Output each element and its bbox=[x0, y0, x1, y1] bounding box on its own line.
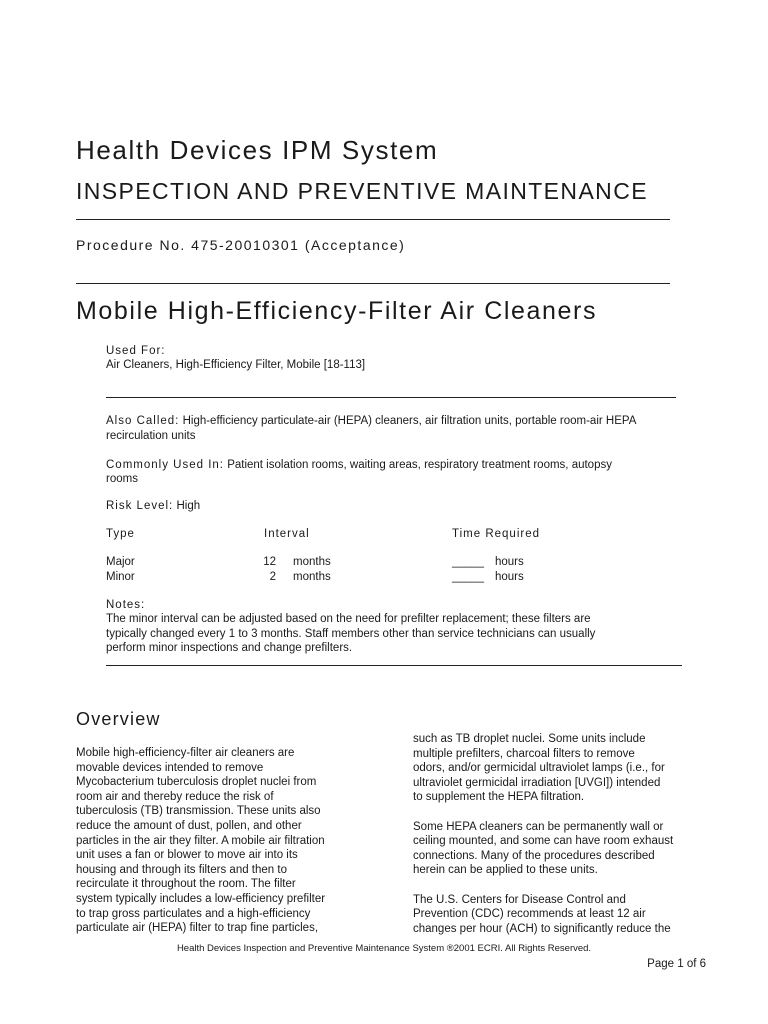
text-line: multiple prefilters, charcoal filters to remove bbox=[413, 747, 635, 760]
row-major-time-blank: _____ bbox=[452, 556, 484, 568]
text-line: unit uses a fan or blower to move air into its bbox=[76, 849, 298, 862]
paragraph bbox=[413, 820, 709, 878]
divider bbox=[76, 283, 670, 284]
text-line: Mobile high-efficiency-filter air cleaners are bbox=[76, 747, 295, 759]
text-line: room air and thereby reduce the risk of bbox=[76, 790, 274, 803]
text-line: recirculate it throughout the room. The filter bbox=[76, 878, 296, 891]
text-line: Some HEPA cleaners can be permanently wall or bbox=[413, 820, 664, 833]
paragraph bbox=[413, 893, 709, 937]
text-line: changes per hour (ACH) to significantly reduce the bbox=[413, 922, 671, 935]
commonly-used-in bbox=[106, 458, 612, 473]
text-line: system typically includes a low-efficiency prefilter bbox=[76, 892, 326, 905]
section-heading-overview: Overview bbox=[76, 709, 161, 729]
row-minor-interval-num: 2 bbox=[269, 571, 276, 583]
text-line: The U.S. Centers for Disease Control and bbox=[413, 893, 626, 906]
notes-line: perform minor inspections and change prefilters. bbox=[106, 642, 353, 654]
risk-level-label: Risk Level: bbox=[106, 500, 174, 512]
also-called-value-cont: recirculation units bbox=[106, 430, 196, 442]
also-called-label: Also Called: bbox=[106, 415, 180, 427]
text-line: movable devices intended to remove bbox=[76, 761, 264, 774]
divider bbox=[106, 397, 676, 398]
commonly-used-label: Commonly Used In: bbox=[106, 459, 224, 471]
row-minor-time-unit: hours bbox=[495, 571, 524, 583]
row-major-interval-unit: months bbox=[293, 556, 331, 568]
device-title: Mobile High-Efficiency-Filter Air Cleaners bbox=[76, 297, 598, 325]
page-number: Page 1 of 6 bbox=[647, 958, 706, 970]
col-header-time: Time Required bbox=[452, 528, 540, 540]
text-line: reduce the amount of dust, pollen, and other bbox=[76, 819, 302, 832]
text-line: ceiling mounted, and some can have room exhaust bbox=[413, 835, 674, 848]
text-line: herein can be applied to these units. bbox=[413, 864, 598, 877]
document-subtitle: INSPECTION AND PREVENTIVE MAINTENANCE bbox=[76, 178, 648, 204]
system-title: Health Devices IPM System bbox=[76, 135, 439, 165]
text-line: ultraviolet germicidal irradiation [UVGI]) intended bbox=[413, 776, 661, 789]
row-minor-type: Minor bbox=[106, 571, 135, 583]
text-line: particulate air (HEPA) filter to trap fine particles, bbox=[76, 922, 319, 935]
also-called-value: High-efficiency particulate-air (HEPA) cleaners, air filtration units, portable room-air HEPA bbox=[182, 415, 637, 427]
divider bbox=[106, 665, 682, 666]
also-called bbox=[106, 414, 636, 429]
row-minor-interval-unit: months bbox=[293, 571, 331, 583]
notes-line: The minor interval can be adjusted based on the need for prefilter replacement; these filters are bbox=[106, 613, 591, 625]
text-line: such as TB droplet nuclei. Some units include bbox=[413, 733, 646, 745]
commonly-used-value: Patient isolation rooms, waiting areas, respiratory treatment rooms, autopsy bbox=[227, 459, 612, 471]
notes-line: typically changed every 1 to 3 months. Staff members other than service technicians can usually bbox=[106, 628, 596, 640]
row-minor-time-blank: _____ bbox=[452, 571, 484, 583]
procedure-number: Procedure No. 475-20010301 (Acceptance) bbox=[76, 237, 406, 253]
text-line: Prevention (CDC) recommends at least 12 air bbox=[413, 908, 646, 921]
col-header-interval: Interval bbox=[264, 528, 310, 540]
notes-label: Notes: bbox=[106, 599, 146, 611]
text-line: odors, and/or germicidal ultraviolet lamps (i.e., for bbox=[413, 762, 665, 775]
used-for-value: Air Cleaners, High-Efficiency Filter, Mobile [18-113] bbox=[106, 359, 366, 371]
text-line: housing and through its filters and then to bbox=[76, 863, 287, 876]
risk-level-value: High bbox=[176, 500, 201, 512]
col-header-type: Type bbox=[106, 528, 135, 540]
used-for-label: Used For: bbox=[106, 345, 166, 357]
text-line: connections. Many of the procedures described bbox=[413, 849, 655, 862]
row-major-time-unit: hours bbox=[495, 556, 524, 568]
footer-copyright: Health Devices Inspection and Preventive Maintenance System ®2001 ECRI. All Rights Reserved. bbox=[176, 943, 592, 954]
commonly-used-value-cont: rooms bbox=[106, 473, 138, 485]
row-major-interval-num: 12 bbox=[263, 556, 276, 568]
overview-left-column bbox=[76, 746, 372, 936]
risk-level bbox=[106, 499, 200, 514]
text-line: Mycobacterium tuberculosis droplet nuclei from bbox=[76, 776, 317, 789]
text-line: to supplement the HEPA filtration. bbox=[413, 791, 585, 804]
overview-right-column bbox=[413, 732, 709, 951]
text-line: particles in the air they filter. A mobile air filtration bbox=[76, 834, 325, 847]
divider bbox=[76, 219, 670, 220]
paragraph bbox=[413, 732, 709, 805]
text-line: tuberculosis (TB) transmission. These units also bbox=[76, 805, 321, 818]
text-line: to trap gross particulates and a high-efficiency bbox=[76, 907, 311, 920]
row-major-type: Major bbox=[106, 556, 135, 568]
